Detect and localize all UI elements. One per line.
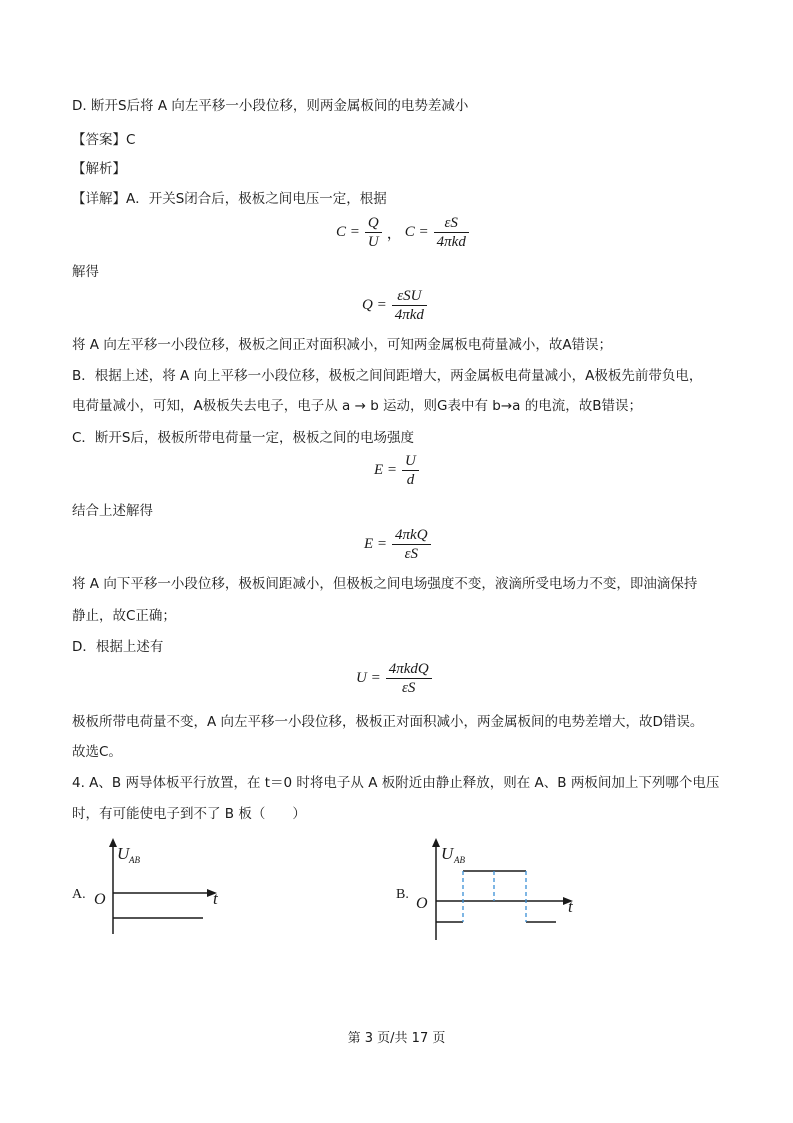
solve-text: 解得 bbox=[72, 264, 99, 280]
a-conclusion-text: 将 A 向左平移一小段位移，极板之间正对面积减小，可知两金属板电荷量减小，故A错误； bbox=[72, 337, 613, 353]
figure-a-label: A. bbox=[72, 887, 86, 902]
eq1-lhs2: C = bbox=[404, 224, 429, 240]
d-text: D．根据上述有 bbox=[72, 639, 164, 655]
detail-a-text: 【详解】A．开关S闭合后，极板之间电压一定，根据 bbox=[72, 191, 387, 207]
option-d-text: D. 断开S后将 A 向左平移一小段位移，则两金属板间的电势差减小 bbox=[72, 98, 469, 114]
figure-b-y-label: U bbox=[441, 844, 454, 863]
answer-label: 【答案】C bbox=[72, 132, 136, 148]
figure-b-y-sub: AB bbox=[454, 855, 465, 865]
figure-b-origin: O bbox=[416, 895, 428, 912]
d-conclusion: 极板所带电荷量不变，A 向左平移一小段位移，极板正对面积减小，两金属板间的电势差增大，故D错误。 bbox=[72, 714, 704, 730]
analysis-label: 【解析】 bbox=[72, 161, 126, 177]
figure-a-origin: O bbox=[94, 891, 106, 908]
page-footer: 第 3 页/共 17 页 bbox=[347, 1031, 446, 1046]
eq1-lhs: C = bbox=[336, 224, 360, 240]
figure-a-x-label: t bbox=[213, 889, 218, 908]
equation-charge: Q = $\frac{\text{εSU}}{\text{4πkd}}$ bbox=[362, 287, 429, 324]
equation-voltage: U = $\frac{\text{4πkdQ}}{\varepsilon S}$ bbox=[356, 660, 434, 697]
c-conclusion-2: 静止，故C正确； bbox=[72, 608, 176, 624]
figure-a-y-label: U bbox=[117, 844, 130, 863]
combine-text: 结合上述解得 bbox=[72, 503, 153, 519]
question-4-line-1: 4. A、B 两导体板平行放置，在 t＝0 时将电子从 A 板附近由静止释放，则在 A、B 两板间加上下列哪个电压 bbox=[72, 775, 720, 791]
choose-text: 故选C。 bbox=[72, 744, 122, 760]
eq1-frac2: $\frac{\varepsilon S}{\text{4πkd}}$ bbox=[434, 214, 469, 251]
figure-b-y-arrow bbox=[432, 838, 440, 847]
eq1-frac1: $\frac{Q}{U}$ bbox=[365, 214, 382, 251]
b-text-1: B．根据上述，将 A 向上平移一小段位移，极板之间间距增大，两金属板电荷量减小，A极板先前带负电， bbox=[72, 368, 703, 384]
question-4-line-2: 时，有可能使电子到不了 B 板（ ） bbox=[72, 806, 306, 822]
c-text: C．断开S后，极板所带电荷量一定，极板之间的电场强度 bbox=[72, 430, 414, 446]
figure-b bbox=[390, 836, 590, 946]
equation-field-2: E = $\frac{\text{4πkQ}}{\varepsilon S}$ bbox=[364, 526, 433, 563]
figure-a bbox=[60, 836, 240, 946]
equation-field: E = $\frac{U}{d}$ bbox=[374, 452, 421, 489]
figure-b-label: B. bbox=[396, 887, 409, 902]
figure-a-y-sub: AB bbox=[129, 855, 140, 865]
figure-b-x-label: t bbox=[568, 897, 573, 916]
equation-capacitance: C = $\frac{Q}{U}$ ， C = $\frac{\varepsilon S}{\text{4πkd}}$ bbox=[336, 214, 471, 251]
b-text-2: 电荷量减小，可知，A极板失去电子，电子从 a → b 运动，则G表中有 b→a 的电流，故B错误； bbox=[72, 398, 643, 414]
figure-a-y-arrow bbox=[109, 838, 117, 847]
c-conclusion-1: 将 A 向下平移一小段位移，极板间距减小，但极板之间电场强度不变，液滴所受电场力不变，即油滴保持 bbox=[72, 576, 698, 592]
